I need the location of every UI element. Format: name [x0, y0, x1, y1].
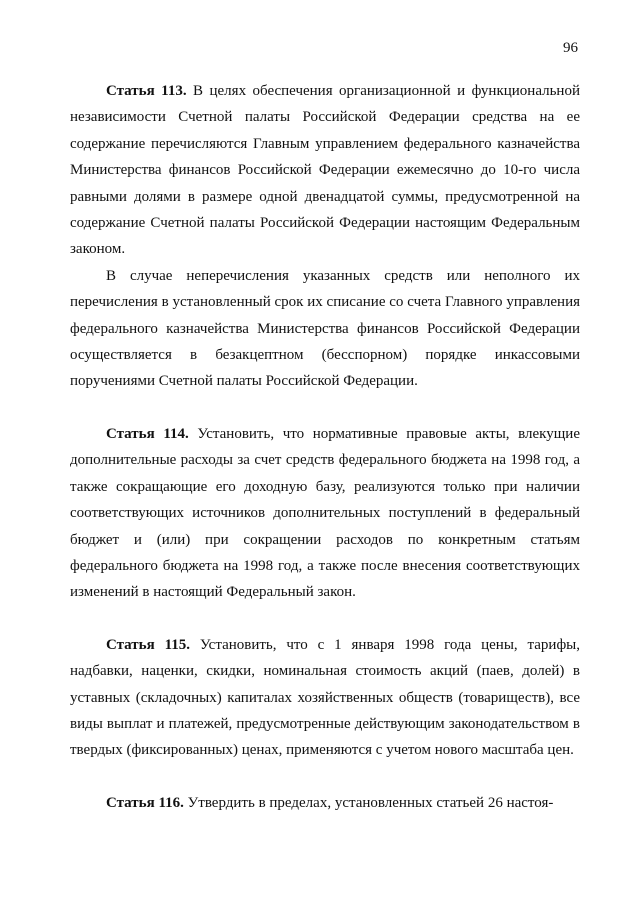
article-113-continuation: В случае неперечисления указанных средств или неполного их перечисления в установленный срок их списание со счета Главного управления федерального казначейства Министерства финансов Российской Федерации осуществляется в безакцептном (бесспорном) порядке инкассовыми поручениями Счетной палаты Российской Федерации.: [70, 267, 580, 390]
spacer: [70, 606, 580, 632]
article-114-paragraph: [70, 421, 580, 606]
article-115-text: Установить, что с 1 января 1998 года цены, тарифы, надбавки, наценки, скидки, номинальная стоимость акций (паев, долей) в уставных (складочных) капиталах хозяйственных обществ (товариществ), все виды выплат и платежей, предусмотренные действующим законодательством в твердых (фиксированных) ценах, применяются с учетом нового масштаба цен.: [70, 636, 580, 759]
article-114-title: Статья 114.: [106, 425, 189, 442]
page-number: 96: [563, 40, 578, 56]
article-116-title: Статья 116.: [106, 794, 184, 811]
article-115-paragraph: [70, 632, 580, 764]
article-113-text: В целях обеспечения организационной и функциональной независимости Счетной палаты Российской Федерации средства на ее содержание перечисляются Главным управлением федерального казначейства Министерства финансов Российской Федерации ежемесячно до 10-го числа равными долями в размере одной двенадцатой суммы, предусмотренной на содержание Счетной палаты Российской Федерации настоящим Федеральным законом.: [70, 83, 580, 258]
article-113-paragraph: [70, 78, 580, 263]
spacer: [70, 764, 580, 790]
article-116-text: Утвердить в пределах, установленных статьей 26 настоя-: [183, 794, 554, 811]
document-body: [70, 78, 580, 816]
article-115-title: Статья 115.: [106, 636, 190, 653]
spacer: [70, 395, 580, 421]
article-116-paragraph: [70, 790, 580, 816]
article-113-title: Статья 113.: [106, 83, 187, 99]
article-114-text: Установить, что нормативные правовые акты, влекущие дополнительные расходы за счет средств федерального бюджета на 1998 год, а также сокращающие его доходную базу, реализуются только при наличии соответствующих источников дополнительных поступлений в федеральный бюджет и (или) при сокращении расходов по конкретным статьям федерального бюджета на 1998 год, а также после внесения соответствующих изменений в настоящий Федеральный закон.: [70, 425, 580, 601]
